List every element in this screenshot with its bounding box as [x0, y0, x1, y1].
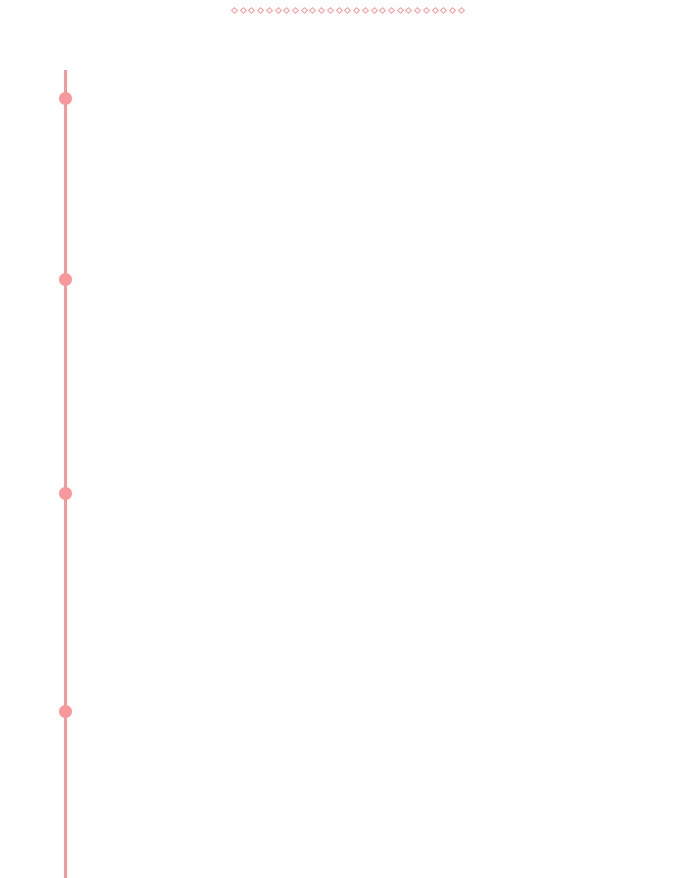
- timeline-line: [64, 70, 67, 878]
- timeline-marker-3: [59, 487, 72, 500]
- timeline-marker-1: [59, 92, 72, 105]
- timeline-marker-2: [59, 273, 72, 286]
- timeline-marker-4: [59, 705, 72, 718]
